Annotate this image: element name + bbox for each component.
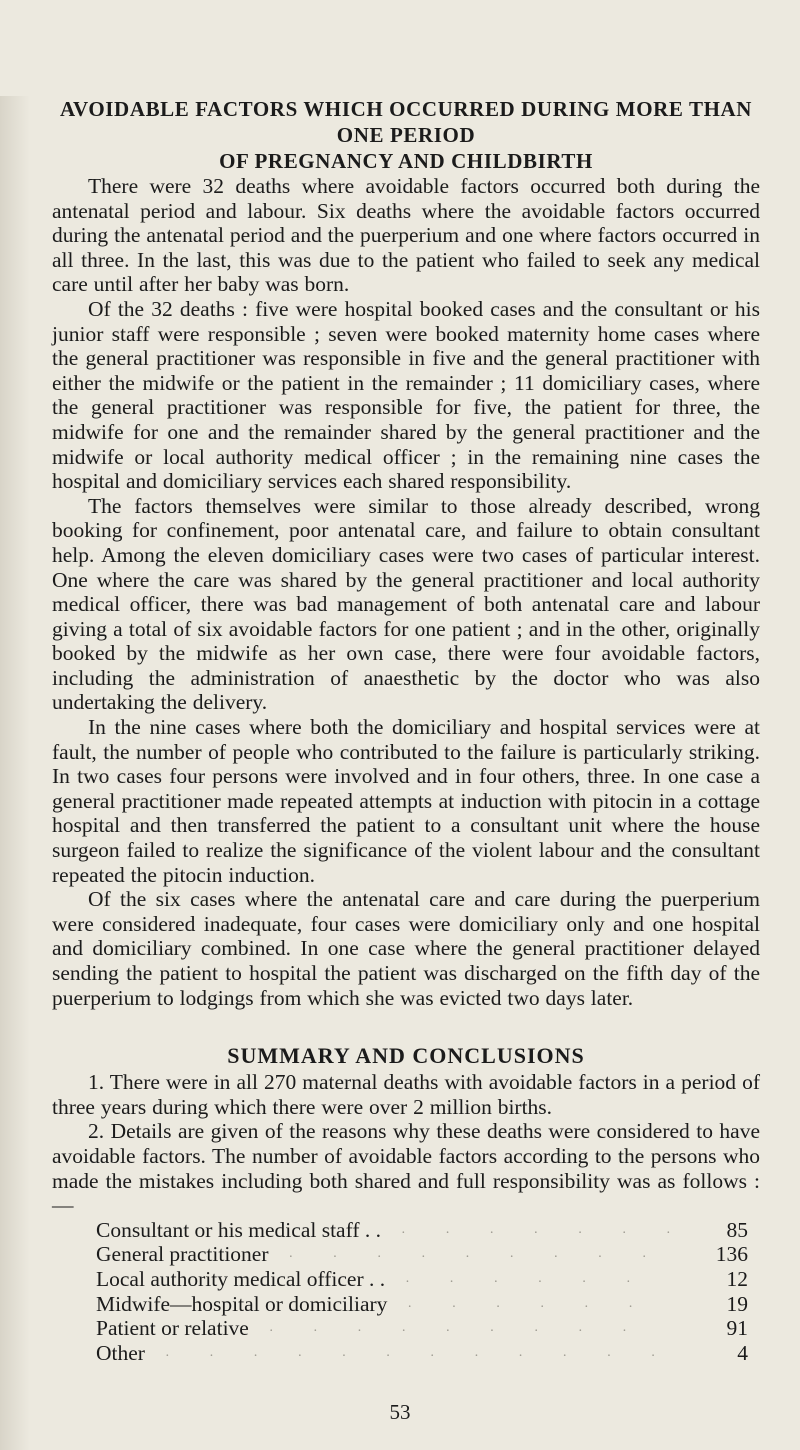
row-label: Consultant or his medical staff . .	[96, 1217, 382, 1242]
leader-dots: · · · · · · · · ·	[268, 1324, 645, 1340]
row-label: Patient or relative	[96, 1316, 249, 1341]
row-value: 12	[726, 1266, 748, 1291]
leader-dots: · · · · · · · · · · · ·	[164, 1348, 674, 1364]
summary-heading: SUMMARY AND CONCLUSIONS	[227, 1043, 585, 1069]
table-row	[96, 1341, 748, 1366]
row-value: 19	[726, 1291, 748, 1316]
leader-dots: · · · · · ·	[405, 1274, 649, 1290]
row-value: 91	[726, 1316, 748, 1341]
row-label: Local authority medical officer . .	[96, 1266, 386, 1291]
row-value: 85	[726, 1217, 748, 1242]
paragraph-1: There were 32 deaths where avoidable factors occurred both during the antenatal period and labour. Six deaths where the avoidable factors occurred during the antenatal period and the puerperium and one where factors occurred in all three. In the last, this was due to the patient who failed to seek any medical care until after her baby was born.	[52, 174, 760, 297]
paragraph-4: In the nine cases where both the domiciliary and hospital services were at fault, the number of people who contributed to the failure is particularly striking. In two cases four persons were involved and in four others, three. In one case a general practitioner made repeated attempts at induction with pitocin in a cottage hospital and then transferred the patient to a consultant unit where the house surgeon failed to realize the significance of the violent labour and the consultant repeated the pitocin induction.	[52, 715, 760, 887]
section-title-line-2: OF PREGNANCY AND CHILDBIRTH	[219, 149, 593, 173]
paragraph-2: Of the 32 deaths : five were hospital booked cases and the consultant or his junior staff were responsible ; seven were booked maternity home cases where the general practitioner was responsible in five and the general practitioner with either the midwife or the patient in the remainder ; 11 domiciliary cases, where the general practitioner was responsible for five, the patient for three, the midwife for one and the remainder shared by the general practitioner and the midwife or local authority medical officer ; in the remaining nine cases the hospital and domiciliary services each shared responsibility.	[52, 296, 760, 494]
leader-dots: · · · · · · ·	[401, 1225, 689, 1241]
paragraph-3: The factors themselves were similar to those already described, wrong booking for confinement, poor antenatal care, and failure to obtain consultant help. Among the eleven domiciliary cases were two cases of particular interest. One where the care was shared by the general practitioner and local authority medical officer, there was bad management of both antenatal care and labour giving a total of six avoidable factors for one patient ; and in the other, originally booked by the midwife as her own case, there were four avoidable factors, including the administration of anaesthetic by the doctor who was also undertaking the delivery.	[52, 493, 760, 715]
row-value: 136	[715, 1242, 748, 1267]
page-edge-shadow	[0, 96, 30, 1450]
row-label: General practitioner	[96, 1242, 269, 1267]
summary-point-2: 2. Details are given of the reasons why these deaths were considered to have avoidable factors. The number of avoidable factors according to the persons who made the mistakes including both shared and full responsibility was as follows :—	[52, 1119, 760, 1218]
summary-point-1: 1. There were in all 270 maternal deaths with avoidable factors in a period of three years during which there were over 2 million births.	[52, 1070, 760, 1119]
document-page	[0, 96, 800, 1450]
row-label: Other	[96, 1340, 145, 1365]
leader-dots: · · · · · · · · ·	[288, 1250, 665, 1266]
page-number: 53	[389, 1400, 411, 1424]
row-value: 4	[737, 1340, 748, 1365]
leader-dots: · · · · · ·	[407, 1299, 651, 1315]
table-row	[96, 1267, 748, 1292]
section-title-line-1: AVOIDABLE FACTORS WHICH OCCURRED DURING MORE THAN ONE PERIOD	[59, 97, 753, 147]
paragraph-5: Of the six cases where the antenatal care and care during the puerperium were considered inadequate, four cases were domiciliary only and one hospital and domiciliary combined. In one case where the general practitioner delayed sending the patient to hospital the patient was discharged on the fifth day of the puerperium to lodgings from which she was evicted two days later.	[52, 887, 760, 1010]
table-row	[96, 1242, 748, 1267]
table-row	[96, 1292, 748, 1317]
avoidable-factors-table	[96, 1218, 748, 1366]
table-row	[96, 1218, 748, 1243]
row-label: Midwife—hospital or domiciliary	[96, 1291, 388, 1316]
table-row	[96, 1316, 748, 1341]
